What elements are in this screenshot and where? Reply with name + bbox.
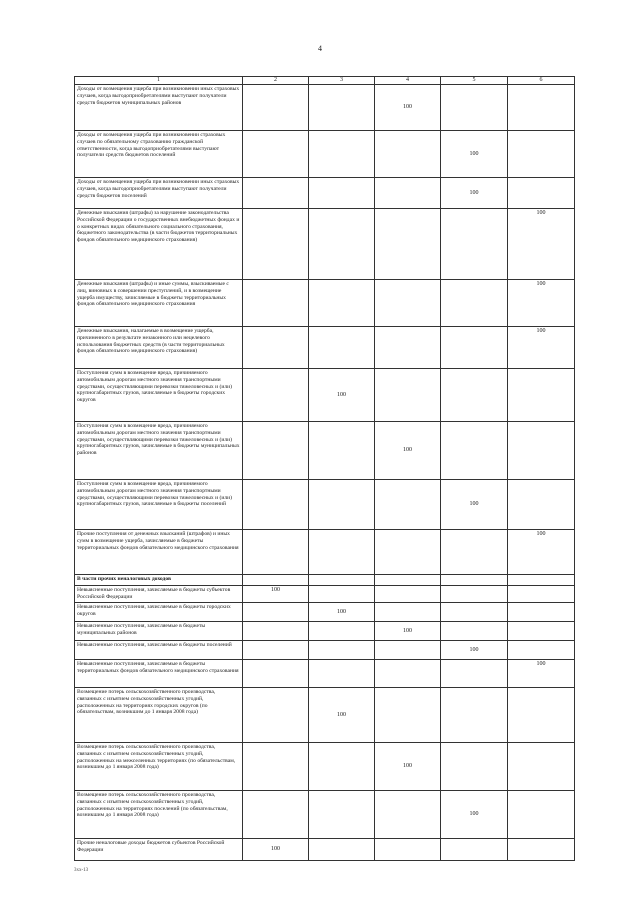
income-description: Невыясненные поступления, зачисляемые в бюджеты муниципальных районов: [75, 622, 243, 641]
income-description: Возмещение потерь сельскохозяйственного производства, связанных с изъятием сельскохозяйственных угодий, расположенных на территориях городских округов (по обязательствам, возникшим до 1 января 2008 года): [75, 688, 243, 743]
value-cell: [508, 369, 575, 422]
value-cell: 100: [441, 178, 508, 209]
value-cell: [309, 839, 375, 861]
table-row: [75, 688, 575, 743]
header-cell: 2: [243, 77, 309, 85]
value-cell: [441, 586, 508, 603]
value-cell: [508, 688, 575, 743]
value-cell: 100: [243, 586, 309, 603]
value-cell: [243, 422, 309, 480]
table-row: [75, 743, 575, 791]
value-cell: [508, 575, 575, 586]
income-description: Доходы от возмещения ущерба при возникновении иных страховых случаев, когда выгодоприобретателями выступают получатели средств бюджетов муниципальных районов: [75, 85, 243, 131]
value-cell: [375, 131, 441, 178]
value-cell: [508, 586, 575, 603]
value-cell: 100: [375, 422, 441, 480]
table-row: [75, 641, 575, 660]
table-row: [75, 603, 575, 622]
value-cell: 100: [441, 480, 508, 530]
value-cell: [243, 575, 309, 586]
value-cell: [309, 530, 375, 575]
value-cell: 100: [441, 641, 508, 660]
budget-distribution-table: [74, 76, 575, 861]
value-cell: [309, 641, 375, 660]
value-cell: 100: [375, 85, 441, 131]
value-cell: [375, 327, 441, 369]
header-cell: 1: [75, 77, 243, 85]
value-cell: [441, 369, 508, 422]
income-description: Прочие поступления от денежных взысканий (штрафов) и иных сумм в возмещение ущерба, зачисляемые в бюджеты территориальных фондов обязательного медицинского страхования: [75, 530, 243, 575]
value-cell: [309, 178, 375, 209]
value-cell: [243, 688, 309, 743]
value-cell: [508, 641, 575, 660]
income-description: Денежные взыскания (штрафы) и иные суммы, взыскиваемые с лиц, виновных в совершении преступлений, и в возмещение ущерба имуществу, зачисляемые в бюджеты территориальных фондов обязательного медицинского страхования: [75, 280, 243, 327]
value-cell: [375, 280, 441, 327]
income-description: Доходы от возмещения ущерба при возникновении страховых случаев по обязательному страхованию гражданской ответственности, когда выгодоприобретателями выступают получатели средств бюджетов поселений: [75, 131, 243, 178]
value-cell: [441, 743, 508, 791]
header-cell: 4: [375, 77, 441, 85]
value-cell: 100: [243, 839, 309, 861]
income-description: Доходы от возмещения ущерба при возникновении иных страховых случаев, когда выгодоприобретателями выступают получатели средств бюджетов поселений: [75, 178, 243, 209]
value-cell: [441, 603, 508, 622]
value-cell: [375, 530, 441, 575]
value-cell: [375, 839, 441, 861]
value-cell: [508, 422, 575, 480]
value-cell: 100: [508, 280, 575, 327]
value-cell: [309, 622, 375, 641]
value-cell: [508, 178, 575, 209]
income-description: Поступления сумм в возмещение вреда, причиняемого автомобильным дорогам местного значения транспортными средствами, осуществляющими перевозки тяжеловесных и (или) крупногабаритных грузов, зачисляемые в бюджеты поселений: [75, 480, 243, 530]
value-cell: 100: [309, 688, 375, 743]
value-cell: [441, 530, 508, 575]
value-cell: [309, 480, 375, 530]
table-row: [75, 791, 575, 839]
value-cell: [309, 327, 375, 369]
section-title: В части прочих неналоговых доходов: [75, 575, 243, 586]
value-cell: 100: [508, 660, 575, 688]
table-row: [75, 530, 575, 575]
value-cell: [375, 791, 441, 839]
value-cell: [441, 327, 508, 369]
value-cell: [309, 586, 375, 603]
value-cell: 100: [508, 327, 575, 369]
value-cell: [375, 209, 441, 280]
value-cell: [508, 622, 575, 641]
table-row: [75, 839, 575, 861]
header-cell: 5: [441, 77, 508, 85]
value-cell: [243, 791, 309, 839]
page-number: 4: [318, 44, 322, 53]
value-cell: [441, 660, 508, 688]
value-cell: [243, 131, 309, 178]
footer-code: 3хх-13: [74, 868, 89, 873]
value-cell: [243, 85, 309, 131]
value-cell: [309, 422, 375, 480]
income-description: Невыясненные поступления, зачисляемые в бюджеты субъектов Российской Федерации: [75, 586, 243, 603]
income-description: Денежные взыскания (штрафы) за нарушение законодательства Российской Федерации о государственных внебюджетных фондах и о конкретных видах обязательного социального страхования, бюджетного законодательства (в части бюджетов территориальных фондов обязательного медицинского страхования): [75, 209, 243, 280]
value-cell: 100: [441, 791, 508, 839]
value-cell: [441, 688, 508, 743]
value-cell: [508, 839, 575, 861]
value-cell: 100: [508, 530, 575, 575]
value-cell: [375, 586, 441, 603]
value-cell: [441, 839, 508, 861]
value-cell: 100: [508, 209, 575, 280]
value-cell: [441, 280, 508, 327]
value-cell: [309, 85, 375, 131]
value-cell: 100: [309, 603, 375, 622]
value-cell: [243, 622, 309, 641]
value-cell: [309, 575, 375, 586]
value-cell: [441, 575, 508, 586]
value-cell: [243, 660, 309, 688]
value-cell: [243, 178, 309, 209]
table-row: [75, 131, 575, 178]
table-row: [75, 586, 575, 603]
value-cell: [243, 280, 309, 327]
income-description: Невыясненные поступления, зачисляемые в бюджеты городских округов: [75, 603, 243, 622]
header-cell: 6: [508, 77, 575, 85]
header-cell: 3: [309, 77, 375, 85]
table-row: [75, 327, 575, 369]
value-cell: [309, 131, 375, 178]
table-row: [75, 209, 575, 280]
table-row: [75, 660, 575, 688]
value-cell: [309, 743, 375, 791]
value-cell: [309, 209, 375, 280]
section-header-row: [75, 575, 575, 586]
income-description: Прочие неналоговые доходы бюджетов субъектов Российской Федерации: [75, 839, 243, 861]
value-cell: [375, 603, 441, 622]
value-cell: [375, 641, 441, 660]
value-cell: [441, 85, 508, 131]
income-description: Невыясненные поступления, зачисляемые в бюджеты поселений: [75, 641, 243, 660]
value-cell: [375, 575, 441, 586]
value-cell: [441, 422, 508, 480]
value-cell: [243, 209, 309, 280]
table-row: [75, 422, 575, 480]
income-description: Возмещение потерь сельскохозяйственного производства, связанных с изъятием сельскохозяйственных угодий, расположенных на территориях поселений (по обязательствам, возникшим до 1 января 2008 года): [75, 791, 243, 839]
header-row: [75, 77, 575, 85]
table-row: [75, 622, 575, 641]
value-cell: [508, 480, 575, 530]
value-cell: [375, 480, 441, 530]
value-cell: [508, 85, 575, 131]
value-cell: 100: [309, 369, 375, 422]
income-description: Поступления сумм в возмещение вреда, причиняемого автомобильным дорогам местного значения транспортными средствами, осуществляющими перевозки тяжеловесных и (или) крупногабаритных грузов, зачисляемые в бюджеты городских округов: [75, 369, 243, 422]
income-description: Поступления сумм в возмещение вреда, причиняемого автомобильным дорогам местного значения транспортными средствами, осуществляющими перевозки тяжеловесных и (или) крупногабаритных грузов, зачисляемые в бюджеты муниципальных районов: [75, 422, 243, 480]
table-row: [75, 369, 575, 422]
value-cell: [243, 743, 309, 791]
value-cell: [243, 530, 309, 575]
value-cell: 100: [375, 743, 441, 791]
value-cell: [375, 178, 441, 209]
income-description: Денежные взыскания, налагаемые в возмещение ущерба, причиненного в результате незаконного или нецелевого использования бюджетных средств (в части территориальных фондов обязательного медицинского страхования): [75, 327, 243, 369]
value-cell: 100: [375, 622, 441, 641]
income-description: Невыясненные поступления, зачисляемые в бюджеты территориальных фондов обязательного медицинского страхования: [75, 660, 243, 688]
table-row: [75, 480, 575, 530]
value-cell: [508, 791, 575, 839]
table-row: [75, 178, 575, 209]
value-cell: [508, 743, 575, 791]
value-cell: [309, 660, 375, 688]
value-cell: [243, 369, 309, 422]
value-cell: [243, 641, 309, 660]
table-row: [75, 280, 575, 327]
value-cell: [375, 660, 441, 688]
value-cell: [243, 327, 309, 369]
value-cell: [243, 480, 309, 530]
value-cell: [375, 688, 441, 743]
value-cell: [508, 131, 575, 178]
value-cell: 100: [441, 131, 508, 178]
value-cell: [309, 791, 375, 839]
income-description: Возмещение потерь сельскохозяйственного производства, связанных с изъятием сельскохозяйственных угодий, расположенных на межселенных территориях (по обязательствам, возникшим до 1 января 2008 года): [75, 743, 243, 791]
value-cell: [309, 280, 375, 327]
value-cell: [375, 369, 441, 422]
value-cell: [508, 603, 575, 622]
value-cell: [441, 209, 508, 280]
value-cell: [441, 622, 508, 641]
table-row: [75, 85, 575, 131]
value-cell: [243, 603, 309, 622]
